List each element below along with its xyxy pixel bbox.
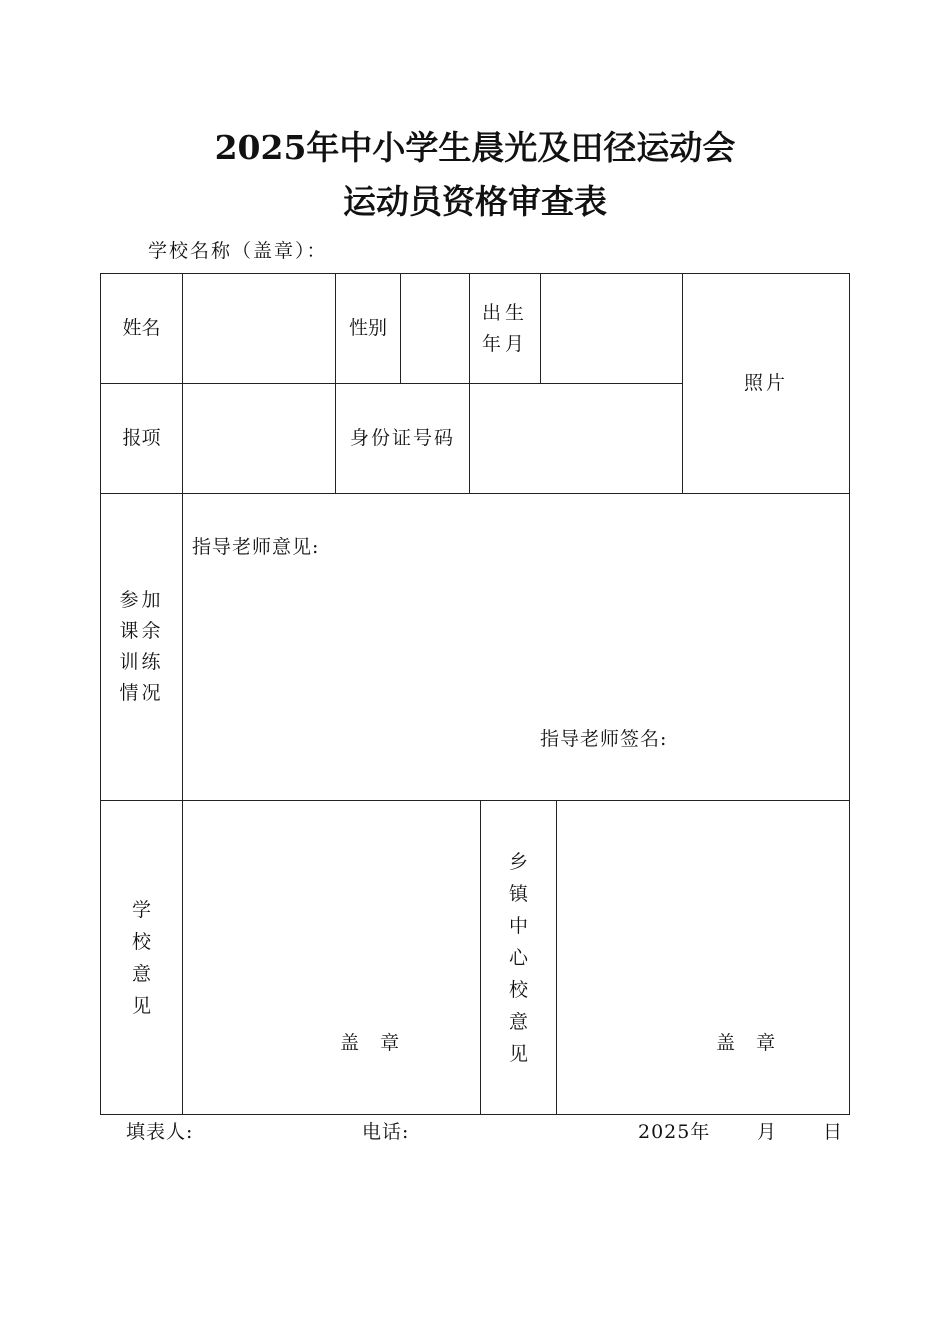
school-opinion-char: 见 — [131, 994, 151, 1017]
teacher-opinion-label: 指导老师意见: — [192, 536, 320, 558]
photo-box[interactable] — [683, 274, 849, 493]
birth-label-line1: 出生 — [481, 301, 528, 324]
school-opinion-field[interactable] — [183, 801, 480, 1114]
event-field[interactable] — [183, 384, 335, 493]
school-opinion-char: 校 — [131, 930, 151, 953]
table-border-right — [849, 273, 850, 1115]
school-opinion-char: 学 — [131, 898, 151, 921]
town-opinion-char: 意 — [508, 1010, 528, 1033]
school-seal-label: 盖 章 — [340, 1032, 403, 1054]
date-month: 月 — [757, 1121, 778, 1143]
photo-label: 照片 — [743, 372, 788, 394]
town-opinion-char: 见 — [508, 1042, 528, 1065]
training-label-line: 参加 — [119, 589, 164, 611]
town-opinion-char: 心 — [508, 946, 528, 969]
date-day: 日 — [823, 1121, 844, 1143]
birth-label-line2: 年月 — [481, 332, 528, 355]
document-title-line2: 运动员资格审查表 — [343, 182, 607, 221]
document-title-line1: 2025年中小学生晨光及田径运动会 — [214, 128, 736, 167]
school-opinion-label — [101, 801, 182, 1114]
town-opinion-char: 镇 — [508, 882, 528, 905]
name-label: 姓名 — [122, 317, 161, 339]
town-opinion-char: 乡 — [508, 850, 528, 873]
gender-label: 性别 — [348, 317, 387, 339]
town-seal-label: 盖 章 — [716, 1032, 779, 1054]
phone-label: 电话: — [362, 1121, 410, 1143]
filler-label: 填表人: — [126, 1121, 194, 1143]
teacher-signature-label: 指导老师签名: — [540, 728, 668, 750]
birth-date-field[interactable] — [541, 274, 682, 383]
training-label — [101, 494, 182, 800]
training-label-line: 课余 — [119, 620, 164, 642]
town-opinion-char: 校 — [508, 978, 528, 1001]
gender-field[interactable] — [401, 274, 469, 383]
date-year: 2025年 — [638, 1121, 711, 1143]
event-label: 报项 — [122, 427, 161, 449]
id-number-label: 身份证号码 — [349, 427, 455, 449]
birth-date-label — [470, 274, 540, 383]
town-opinion-char: 中 — [508, 914, 528, 937]
id-number-field[interactable] — [470, 384, 682, 493]
training-label-line: 训练 — [119, 651, 164, 673]
town-opinion-label — [481, 801, 556, 1114]
training-label-line: 情况 — [119, 682, 164, 704]
school-opinion-char: 意 — [131, 962, 151, 985]
name-field[interactable] — [183, 274, 335, 383]
town-opinion-field[interactable] — [557, 801, 849, 1114]
school-name-label: 学校名称（盖章）： — [148, 240, 328, 262]
table-border-bottom — [100, 1114, 850, 1115]
